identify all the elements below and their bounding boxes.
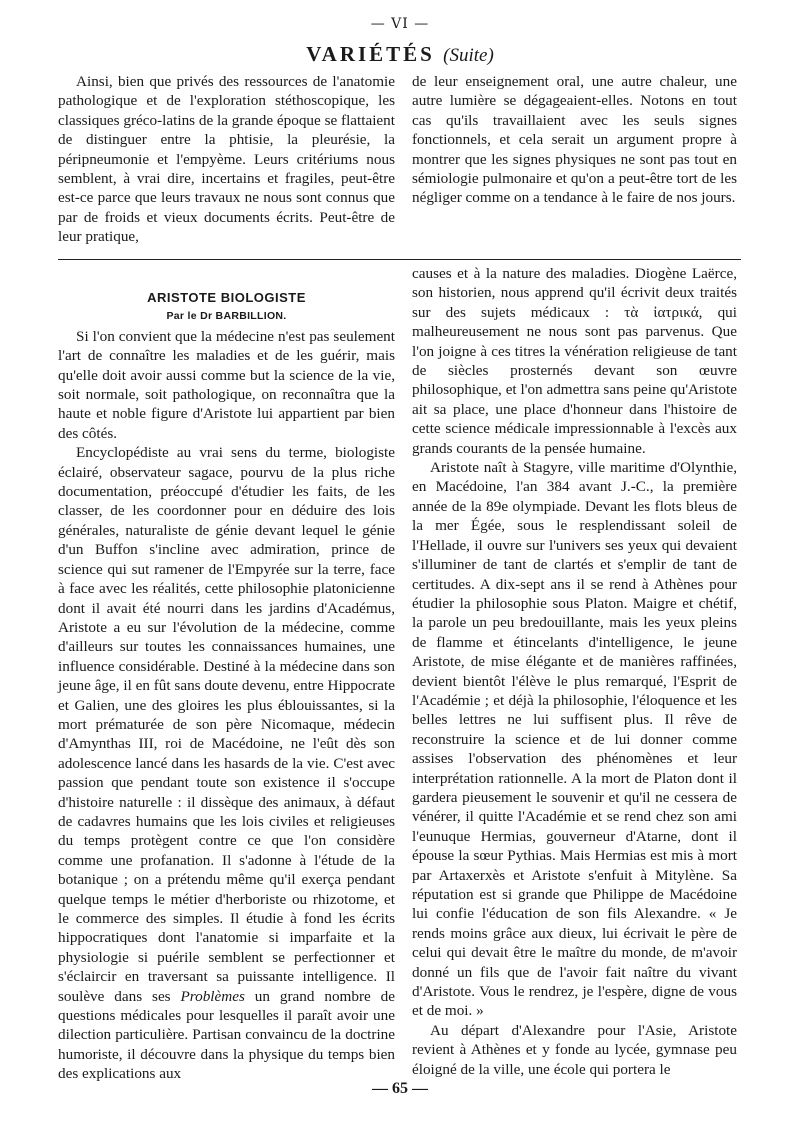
article-paragraph: causes et à la nature des maladies. Diogène Laërce, son historien, nous apprend qu'il écrivit deux traités sur des sujets médicaux : τὰ ἰατρικά, qui malheureusement ne nous sont pas parvenus. Que l'on joigne à ces titres la vénération religieuse de tant de siècles prosternés devant son œuvre philosophique, et l'on admettra sans peine qu'Aristote ait sa place, une place d'honneur dans l'histoire de cette science médicale impressionnable à l'excès aux grands courants de la pensée humaine. xyxy=(412,265,737,457)
section-title-text: VARIÉTÉS xyxy=(306,42,435,66)
section-title-suffix: (Suite) xyxy=(443,45,494,66)
article-paragraph: Aristote naît à Stagyre, ville maritime d'Olynthie, en Macédoine, l'an 384 avant J.-C., la première année de la 89e olympiade. Devant les flots bleus de la mer Égée, sous le resplendissant soleil de l'Hellade, il ouvre sur l'univers ses yeux qui devaient s'illuminer de tant de clartés et s'emplir de tant de certitudes. A dix-sept ans il se rend à Athènes pour étudier la philosophie sous Platon. Maigre et chétif, la parole un peu bredouillante, mais les yeux pleins de flamme et étincelants d'intelligence, le jeune Aristote, de mise élégante et de manières raffinées, devient bientôt l'élève le plus remarqué, l'Esprit de l'Académie ; et déjà la philosophie, l'éloquence et les belles lettres ne lui suffisent plus. Il rêve de reconstruire la science et de lui donner comme assises l'observation des phénomènes et leur interprétation rationnelle. A la mort de Platon dont il gardera pieusement le souvenir et qu'il ne cessera de vénérer, il quitte l'Académie et se rend chez son ami l'eunuque Hermias, gouverneur d'Atarne, dont il épouse la sœur Pythias. Mais Hermias est mis à mort par Artaxerxès et Aristote s'enfuit à Mitylène. Sa réputation est si grande que Philippe de Macédoine lui confie l'éducation de son fils Alexandre. « Je rends moins grâce aux dieux, lui écrivait le père de celui qui devait être le maître du monde, de m'avoir donné un fils que de l'avoir fait naître du vivant d'Aristote. Vous le rendrez, je l'espère, digne de vous et de moi. » xyxy=(412,459,737,1020)
article-author: Par le Dr BARBILLION. xyxy=(166,310,287,323)
top-text-left: Ainsi, bien que privés des ressources de l'anatomie pathologique et de l'exploration stéthoscopique, les classiques gréco-latins de la grande époque se flattaient de distinguer entre la phtisie, la pleurésie, la péripneumonie et l'empyème. Leurs critériums nous semblent, à vrai dire, incertains et fragiles, peut-être est-ce parce que leurs travaux ne nous sont connus que par de froids et vieux documents écrits. Peut-être de leur pratique, xyxy=(58,73,395,246)
book-title-problemes: Problèmes xyxy=(180,987,245,1005)
page-marker: — VI — xyxy=(370,16,430,32)
page-number: — 65 — xyxy=(372,1080,428,1097)
article-paragraph-text: Encyclopédiste au vrai sens du terme, biologiste éclairé, observateur sagace, pourvu de la plus riche documentation, préoccupé d'étudier les faits, de les classer, de les coordonner pour en déduire des lois générales, naturaliste de génie devant lequel le génie d'un Buffon s'incline avec admiration, prince de science qui sut ramener de l'Empyrée sur la terre, face à face avec les réalités, cette philosophie platonicienne dont il avait été nourri dans les jardins d'Académus, Aristote a eu sur l'évolution de la médecine, comme d'ailleurs sur toutes les connaissances humaines, une influence considérable. Destiné à la médecine dans son jeune âge, il en fût sans doute devenu, entre Hippocrate et Galien, une des gloires les plus éblouissantes, si la mort prématurée de son père Nicomaque, médecin d'Amynthas III, roi de Macédoine, ne l'eût dès son adolescence lancé dans les hasards de la vie. C'est avec passion que pendant toute son existence il s'occupe d'histoire naturelle : il dissèque des animaux, à défaut de cadavres humains que les lois civiles et religieuses du temps protègent contre ce que l'on considère comme une profanation. Il s'adonne à l'étude de la botanique ; on a prétendu même qu'il exerça pendant quelque temps le métier d'herboriste ou rhizotome, et le commerce des simples. Il étudie à fond les écrits hippocratiques dont l'anatomie si imparfaite et la physiologie si puérile semblent se perfectionner et s'éclaircir en traversant sa puissante intelligence. Il soulève dans ses xyxy=(58,444,395,1005)
top-text-right-column xyxy=(412,72,737,208)
section-divider xyxy=(58,259,741,260)
article-paragraph-text: un grand nombre de questions médicales pour lesquelles il paraît avoir une dilection particulière. Partisan convaincu de la doctrine humoriste, il découvre dans la physique du temps bien des explications aux xyxy=(58,987,395,1083)
article-right-column xyxy=(412,264,737,1079)
article-title: ARISTOTE BIOLOGISTE xyxy=(147,290,306,305)
article-left-column xyxy=(58,288,395,1084)
top-text-right: de leur enseignement oral, une autre chaleur, une autre lumière se dégageaient-elles. Notons en tout cas qu'ils travaillaient avec les seuls signes fonctionnels, et cela serait un argument propre à montrer que les signes physiques ne sont pas tout en sémiologie pulmonaire et qu'on a peut-être tort de les négliger comme on a tendance à le faire de nos jours. xyxy=(412,73,737,207)
article-paragraph: Au départ d'Alexandre pour l'Asie, Aristote revient à Athènes et y fonde au lycée, gymnase peu éloigné de la ville, une école qui portera le xyxy=(412,1021,737,1078)
top-text-left-column xyxy=(58,72,395,247)
article-paragraph xyxy=(58,443,395,1083)
article-paragraph: Si l'on convient que la médecine n'est pas seulement l'art de connaître les maladies et de les guérir, mais qu'elle doit avoir aussi comme but la science de la vie, soit normale, soit pathologique, on reconnaîtra que la haute et noble figure d'Aristote lui appartient par bien des côtés. xyxy=(58,327,395,442)
section-title xyxy=(0,42,800,67)
